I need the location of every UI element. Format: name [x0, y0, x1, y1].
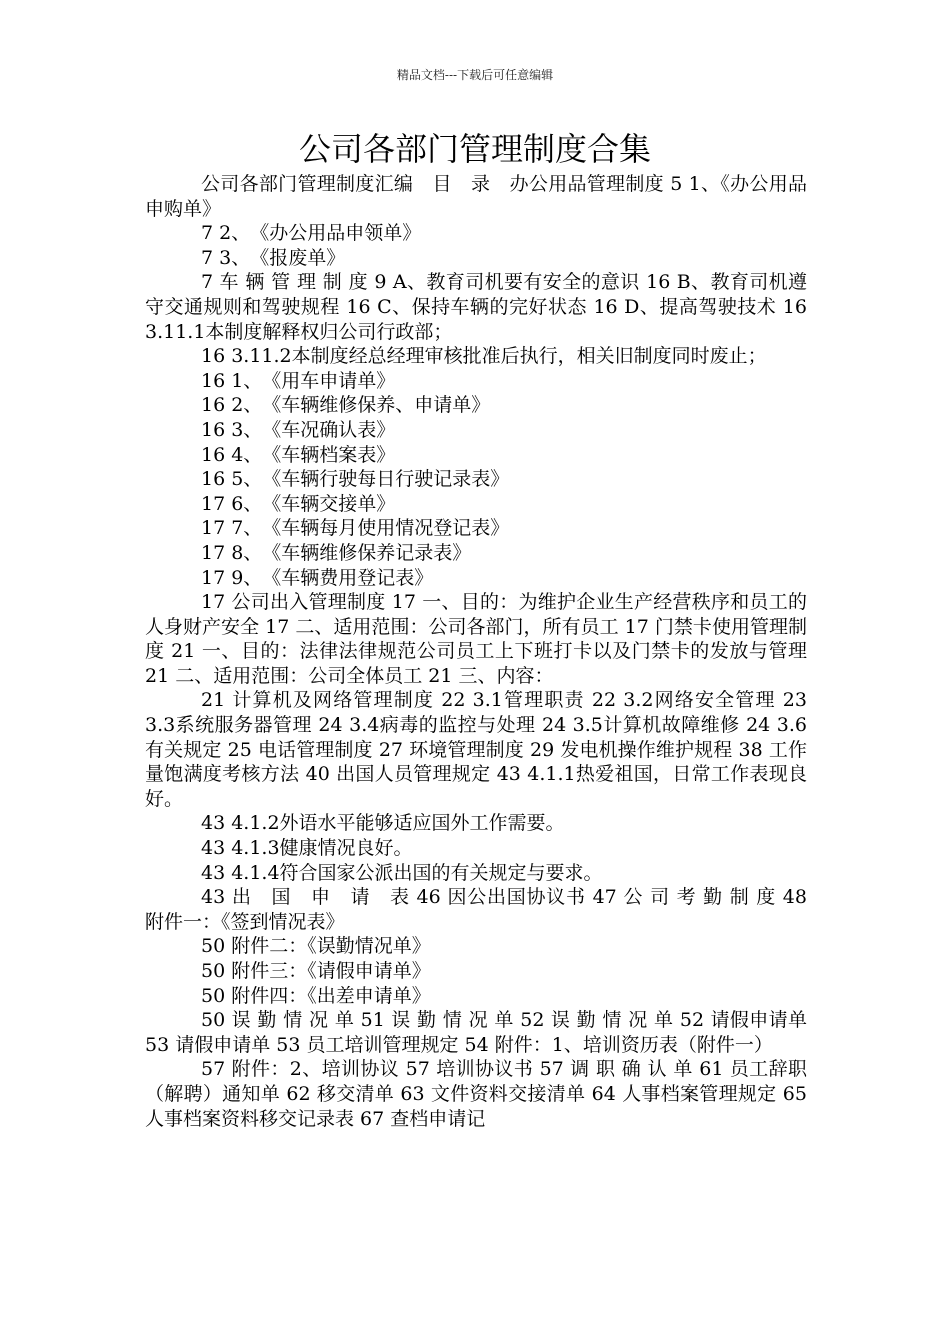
body-paragraph: 16 2、 《车辆维修保养、申请单》: [201, 394, 491, 417]
body-paragraph: 43 4.1.3健康情况良好。: [201, 837, 413, 860]
body-paragraph: 50 误 勤 情 况 单 51 误 勤 情 况 单 52 误 勤 情 况 单 52 请假申请单 53 请假申请单 53 员工培训管理规定 54 附件：1、培训资历表（附件一）: [145, 1009, 807, 1056]
body-paragraph: 57 附件：2、培训协议 57 培训协议书 57 调 职 确 认 单 61 员工辞职（解聘）通知单 62 移交清单 63 文件资料交接清单 64 人事档案管理规定 65 人事档案资料移交记录表 67 查档申请记: [145, 1058, 807, 1130]
body-paragraph: 17 7、 《车辆每月使用情况登记表》: [201, 517, 510, 540]
body-paragraph: 7 3、 《报废单》: [201, 246, 346, 269]
body-paragraph: 公司各部门管理制度汇编 目 录 办公用品管理制度 5 1、《办公用品申购单》: [145, 173, 807, 220]
body-paragraph: 16 3、 《车况确认表》: [201, 418, 396, 441]
body-paragraph: 17 8、 《车辆维修保养记录表》: [201, 541, 472, 564]
header-note: 精品文档---下载后可任意编辑: [396, 68, 554, 82]
body-paragraph: 16 1、 《用车申请单》: [201, 369, 396, 392]
document-body: [145, 172, 807, 1131]
body-paragraph: 43 4.1.4符合国家公派出国的有关规定与要求。: [201, 861, 603, 884]
body-paragraph: 16 5、 《车辆行驶每日行驶记录表》: [201, 468, 510, 491]
body-paragraph: 7 车 辆 管 理 制 度 9 A、教育司机要有安全的意识 16 B、教育司机遵守交通规则和驾驶规程 16 C、保持车辆的完好状态 16 D、提高驾驶技术 16 3.11.1本制度解释权归公司行政部；: [145, 271, 807, 343]
body-paragraph: 21 计算机及网络管理制度 22 3.1管理职责 22 3.2网络安全管理 23 3.3系统服务器管理 24 3.4病毒的监控与处理 24 3.5计算机故障维修 24 3.6有关规定 25 电话管理制度 27 环境管理制度 29 发电机操作维护规程 38 工作量饱满度考核方法 40 出国人员管理规定 43 4.1.1热爱祖国，日常工作表现良好。: [145, 689, 807, 810]
body-paragraph: 50 附件二：《误勤情况单》: [201, 935, 431, 958]
body-paragraph: 17 9、 《车辆费用登记表》: [201, 566, 434, 589]
body-paragraph: 16 3.11.2本制度经总经理审核批准后执行，相关旧制度同时废止；: [201, 345, 767, 368]
body-paragraph: 17 公司出入管理制度 17 一、目的：为维护企业生产经营秩序和员工的人身财产安全 17 二、适用范围：公司各部门，所有员工 17 门禁卡使用管理制度 21 一、目的：法律法律规范公司员工上下班打卡以及门禁卡的发放与管理 21 二、适用范围：公司全体员工 21 三、内容：: [145, 591, 807, 687]
body-paragraph: 50 附件三：《请假申请单》: [201, 960, 431, 982]
body-paragraph: 43 4.1.2外语水平能够适应国外工作需要。: [201, 812, 565, 835]
body-paragraph: 43 出 国 申 请 表 46 因公出国协议书 47 公 司 考 勤 制 度 48 附件一：《签到情况表》: [145, 886, 807, 933]
body-paragraph: 17 6、 《车辆交接单》: [201, 492, 396, 515]
body-paragraph: 7 2、 《办公用品申领单》: [201, 222, 422, 245]
body-paragraph: 16 4、 《车辆档案表》: [201, 443, 396, 466]
body-paragraph: 50 附件四：《出差申请单》: [201, 984, 431, 1007]
document-title: 公司各部门管理制度合集: [298, 130, 651, 168]
